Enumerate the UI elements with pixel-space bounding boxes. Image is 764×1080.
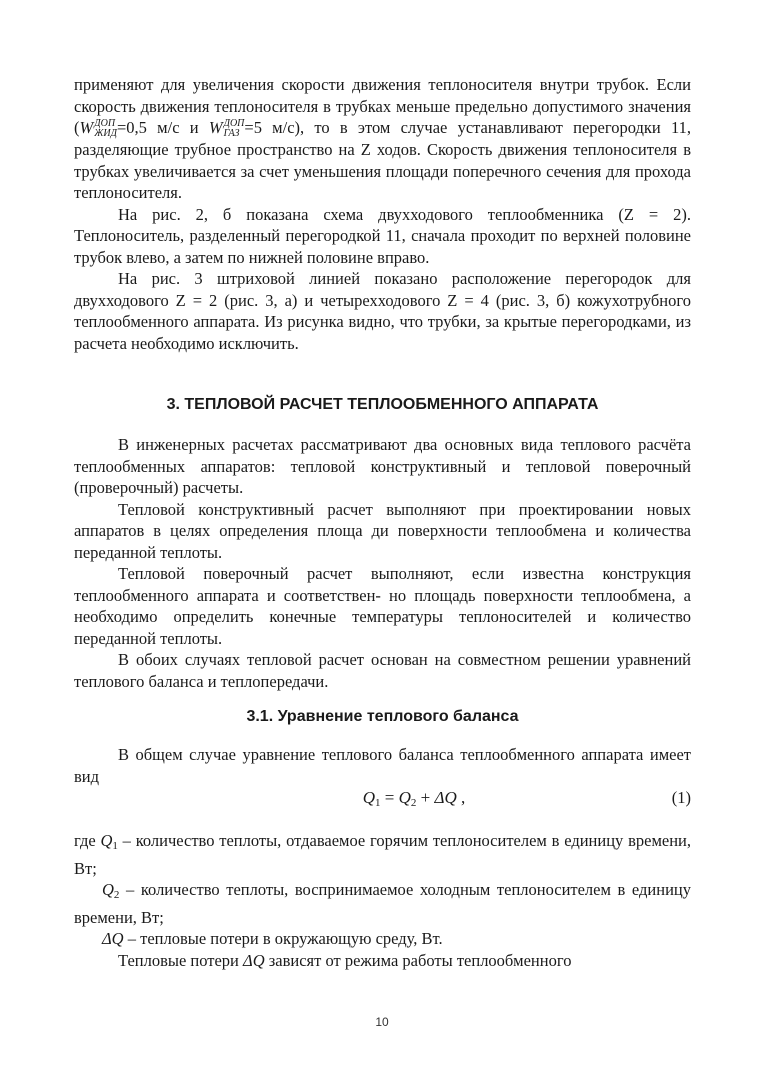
paragraph-both-cases: В обоих случаях тепловой расчет основан на совместном решении уравнений теплового баланса и теплопередачи. <box>74 650 691 691</box>
q2-symbol: Q <box>102 880 114 899</box>
paragraph-partitions <box>74 74 691 354</box>
text-run: Тепловые потери <box>118 950 244 970</box>
text-run: =5 м/с), то в этом случае устанавливают перегородки 11, разделяющие трубное пространство на Z ходов. Скорость движения теплоносителя в трубках увеличивается за счет уменьшения площади поперечного сечения для прохода теплоносителя. <box>74 118 691 203</box>
paragraph-heat-losses <box>74 950 691 972</box>
q2-subscript: 2 <box>113 889 120 901</box>
superscript: ДОП <box>223 118 245 130</box>
definition-delta-q <box>74 928 691 950</box>
paragraph-balance-intro: В общем случае уравнение теплового баланса теплообменного аппарата имеет вид <box>74 745 691 786</box>
page-number: 10 <box>375 1015 389 1029</box>
q1-subscript: 1 <box>112 840 118 852</box>
subsection-heading: 3.1. Уравнение теплового баланса <box>246 708 519 725</box>
paragraph-design-calc: Тепловой конструктивный расчет выполняют при проектировании новых аппаратов в целях определения площа ди поверхности теплообмена и количества переданной теплоты. <box>74 499 691 562</box>
definition-q1 <box>74 830 691 879</box>
velocity-indices-gas <box>224 119 245 139</box>
q2-symbol: Q <box>398 788 411 807</box>
q1-subscript: 1 <box>375 797 381 809</box>
definition-text: – тепловые потери в окружающую среду, Вт. <box>123 929 443 948</box>
definitions <box>74 830 691 971</box>
delta-q-symbol: ΔQ <box>102 929 124 948</box>
q1-symbol: Q <box>362 788 376 807</box>
q1-symbol: Q <box>100 831 113 850</box>
velocity-indices-liquid <box>94 119 117 139</box>
q2-subscript: 2 <box>410 797 417 809</box>
velocity-symbol-liquid: W <box>79 118 94 137</box>
delta-q-symbol: ΔQ <box>243 950 265 970</box>
text-run: =0,5 м/с и <box>117 118 209 137</box>
text-run: зависят от режима работы теплообменного <box>264 950 572 970</box>
where-word: где <box>74 831 101 850</box>
equation-body <box>314 787 514 815</box>
definition-text: – количество теплоты, отдаваемое горячим теплоносителем в единицу времени, Вт; <box>74 831 691 878</box>
equation-heat-balance <box>74 787 691 811</box>
paragraph-partition-layout: На рис. 3 штриховой линией показано расположение перегородок для двухходового Z = 2 (рис. 3, а) и четырехходового Z = 4 (рис. 3, б) кожухотрубного теплообменного аппарата. Из рисунка видно, что трубки, за крытые перегородками, из расчета необходимо исключить. <box>74 269 691 353</box>
text-run: применяют для увеличения скорости движения теплоносителя внутри трубок. Если скорость движения теплоносителя в трубках меньше предельно допустимого значения ( <box>74 75 691 137</box>
equation-number: (1) <box>671 788 691 807</box>
velocity-symbol-gas: W <box>208 118 223 137</box>
paragraph-verification-calc: Тепловой поверочный расчет выполняют, если известна конструкция теплообменного аппарата и соответствен- но площадь поверхности теплообмена, а необходимо определить конечные температуры теплоносителей и количество переданной теплоты. <box>74 564 691 648</box>
definition-text: – количество теплоты, воспринимаемое холодным теплоносителем в единицу времени, Вт; <box>74 880 691 927</box>
paragraph-two-pass-scheme: На рис. 2, б показана схема двухходового теплообменника (Z = 2). Теплоноситель, разделенный перегородкой 11, сначала проходит по верхней половине трубок влево, а затем по нижней половине вправо. <box>74 204 691 267</box>
subscript: ЖИД <box>94 128 117 140</box>
equation-tail: , <box>456 788 466 807</box>
section3-body <box>74 434 691 692</box>
definition-q2 <box>74 879 691 928</box>
balance-intro <box>74 744 691 787</box>
paragraph-calc-types: В инженерных расчетах рассматривают два основных вида теплового расчёта теплообменных аппаратов: тепловой конструктивный и тепловой поверочный (проверочный) расчеты. <box>74 435 691 497</box>
plus-sign: + <box>416 788 435 807</box>
section-heading: 3. ТЕПЛОВОЙ РАСЧЕТ ТЕПЛООБМЕННОГО АППАРАТА <box>166 396 599 413</box>
delta-q-symbol: ΔQ <box>434 788 457 807</box>
equals-sign: = <box>380 788 399 807</box>
subscript: ГАЗ <box>223 128 240 140</box>
superscript: ДОП <box>94 118 116 130</box>
